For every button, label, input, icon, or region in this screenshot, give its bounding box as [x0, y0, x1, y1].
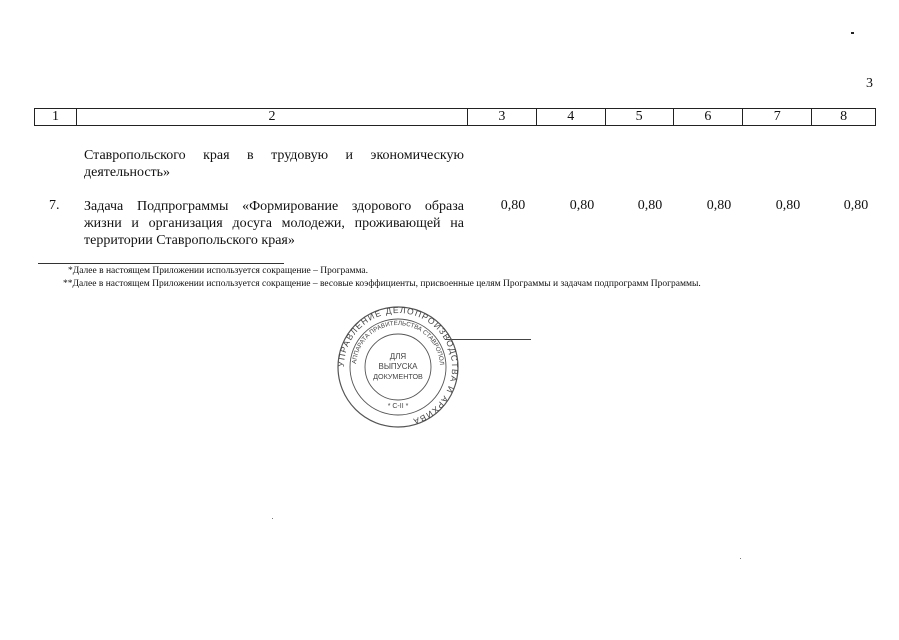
row-number: 7. — [49, 198, 60, 213]
footnote: *Далее в настоящем Приложении используется сокращение – Программа. — [68, 266, 369, 276]
header-cell: 2 — [77, 109, 468, 125]
stamp-inner-text: АППАРАТА ПРАВИТЕЛЬСТВА СТАВРОПОЛ — [351, 319, 445, 366]
stamp-center-line: ВЫПУСКА — [378, 362, 418, 371]
stamp-center-line: ДЛЯ — [389, 352, 407, 361]
scan-speck — [740, 558, 741, 559]
continuation-text: Ставропольского края в трудовую и экономическую деятельность» — [84, 148, 464, 180]
header-cell: 8 — [840, 109, 848, 124]
footnote-divider — [38, 263, 284, 264]
row-value: 0,80 — [500, 198, 526, 213]
header-cell: 5 — [606, 109, 674, 125]
row-value: 0,80 — [706, 198, 732, 213]
header-cell: 6 — [674, 109, 744, 125]
header-cell: 3 — [468, 109, 537, 125]
stamp-outer-text: УПРАВЛЕНИЕ ДЕЛОПРОИЗВОДСТВА И АРХИВА — [336, 305, 460, 427]
row-value: 0,80 — [843, 198, 869, 213]
footnote: **Далее в настоящем Приложении используется сокращение – весовые коэффициенты, присвоенные целям Программы и задачам подпрограмм Программы. — [63, 279, 701, 289]
header-cell: 1 — [35, 109, 77, 125]
stamp-bottom-text: * С-II * — [387, 403, 409, 410]
row-value: 0,80 — [569, 198, 595, 213]
stamp-center-line: ДОКУМЕНТОВ — [373, 372, 423, 381]
page-number: 3 — [866, 76, 873, 91]
header-cell: 7 — [743, 109, 812, 125]
table-header-row — [34, 108, 876, 126]
scan-speck — [272, 518, 273, 519]
official-stamp — [336, 305, 460, 434]
row-text: Задача Подпрограммы «Формирование здорового образа жизни и организация досуга молодежи, проживающей на территории Ставропольского края» — [84, 199, 464, 248]
row-value: 0,80 — [775, 198, 801, 213]
scan-speck — [851, 32, 854, 34]
row-value: 0,80 — [637, 198, 663, 213]
header-cell: 4 — [537, 109, 606, 125]
